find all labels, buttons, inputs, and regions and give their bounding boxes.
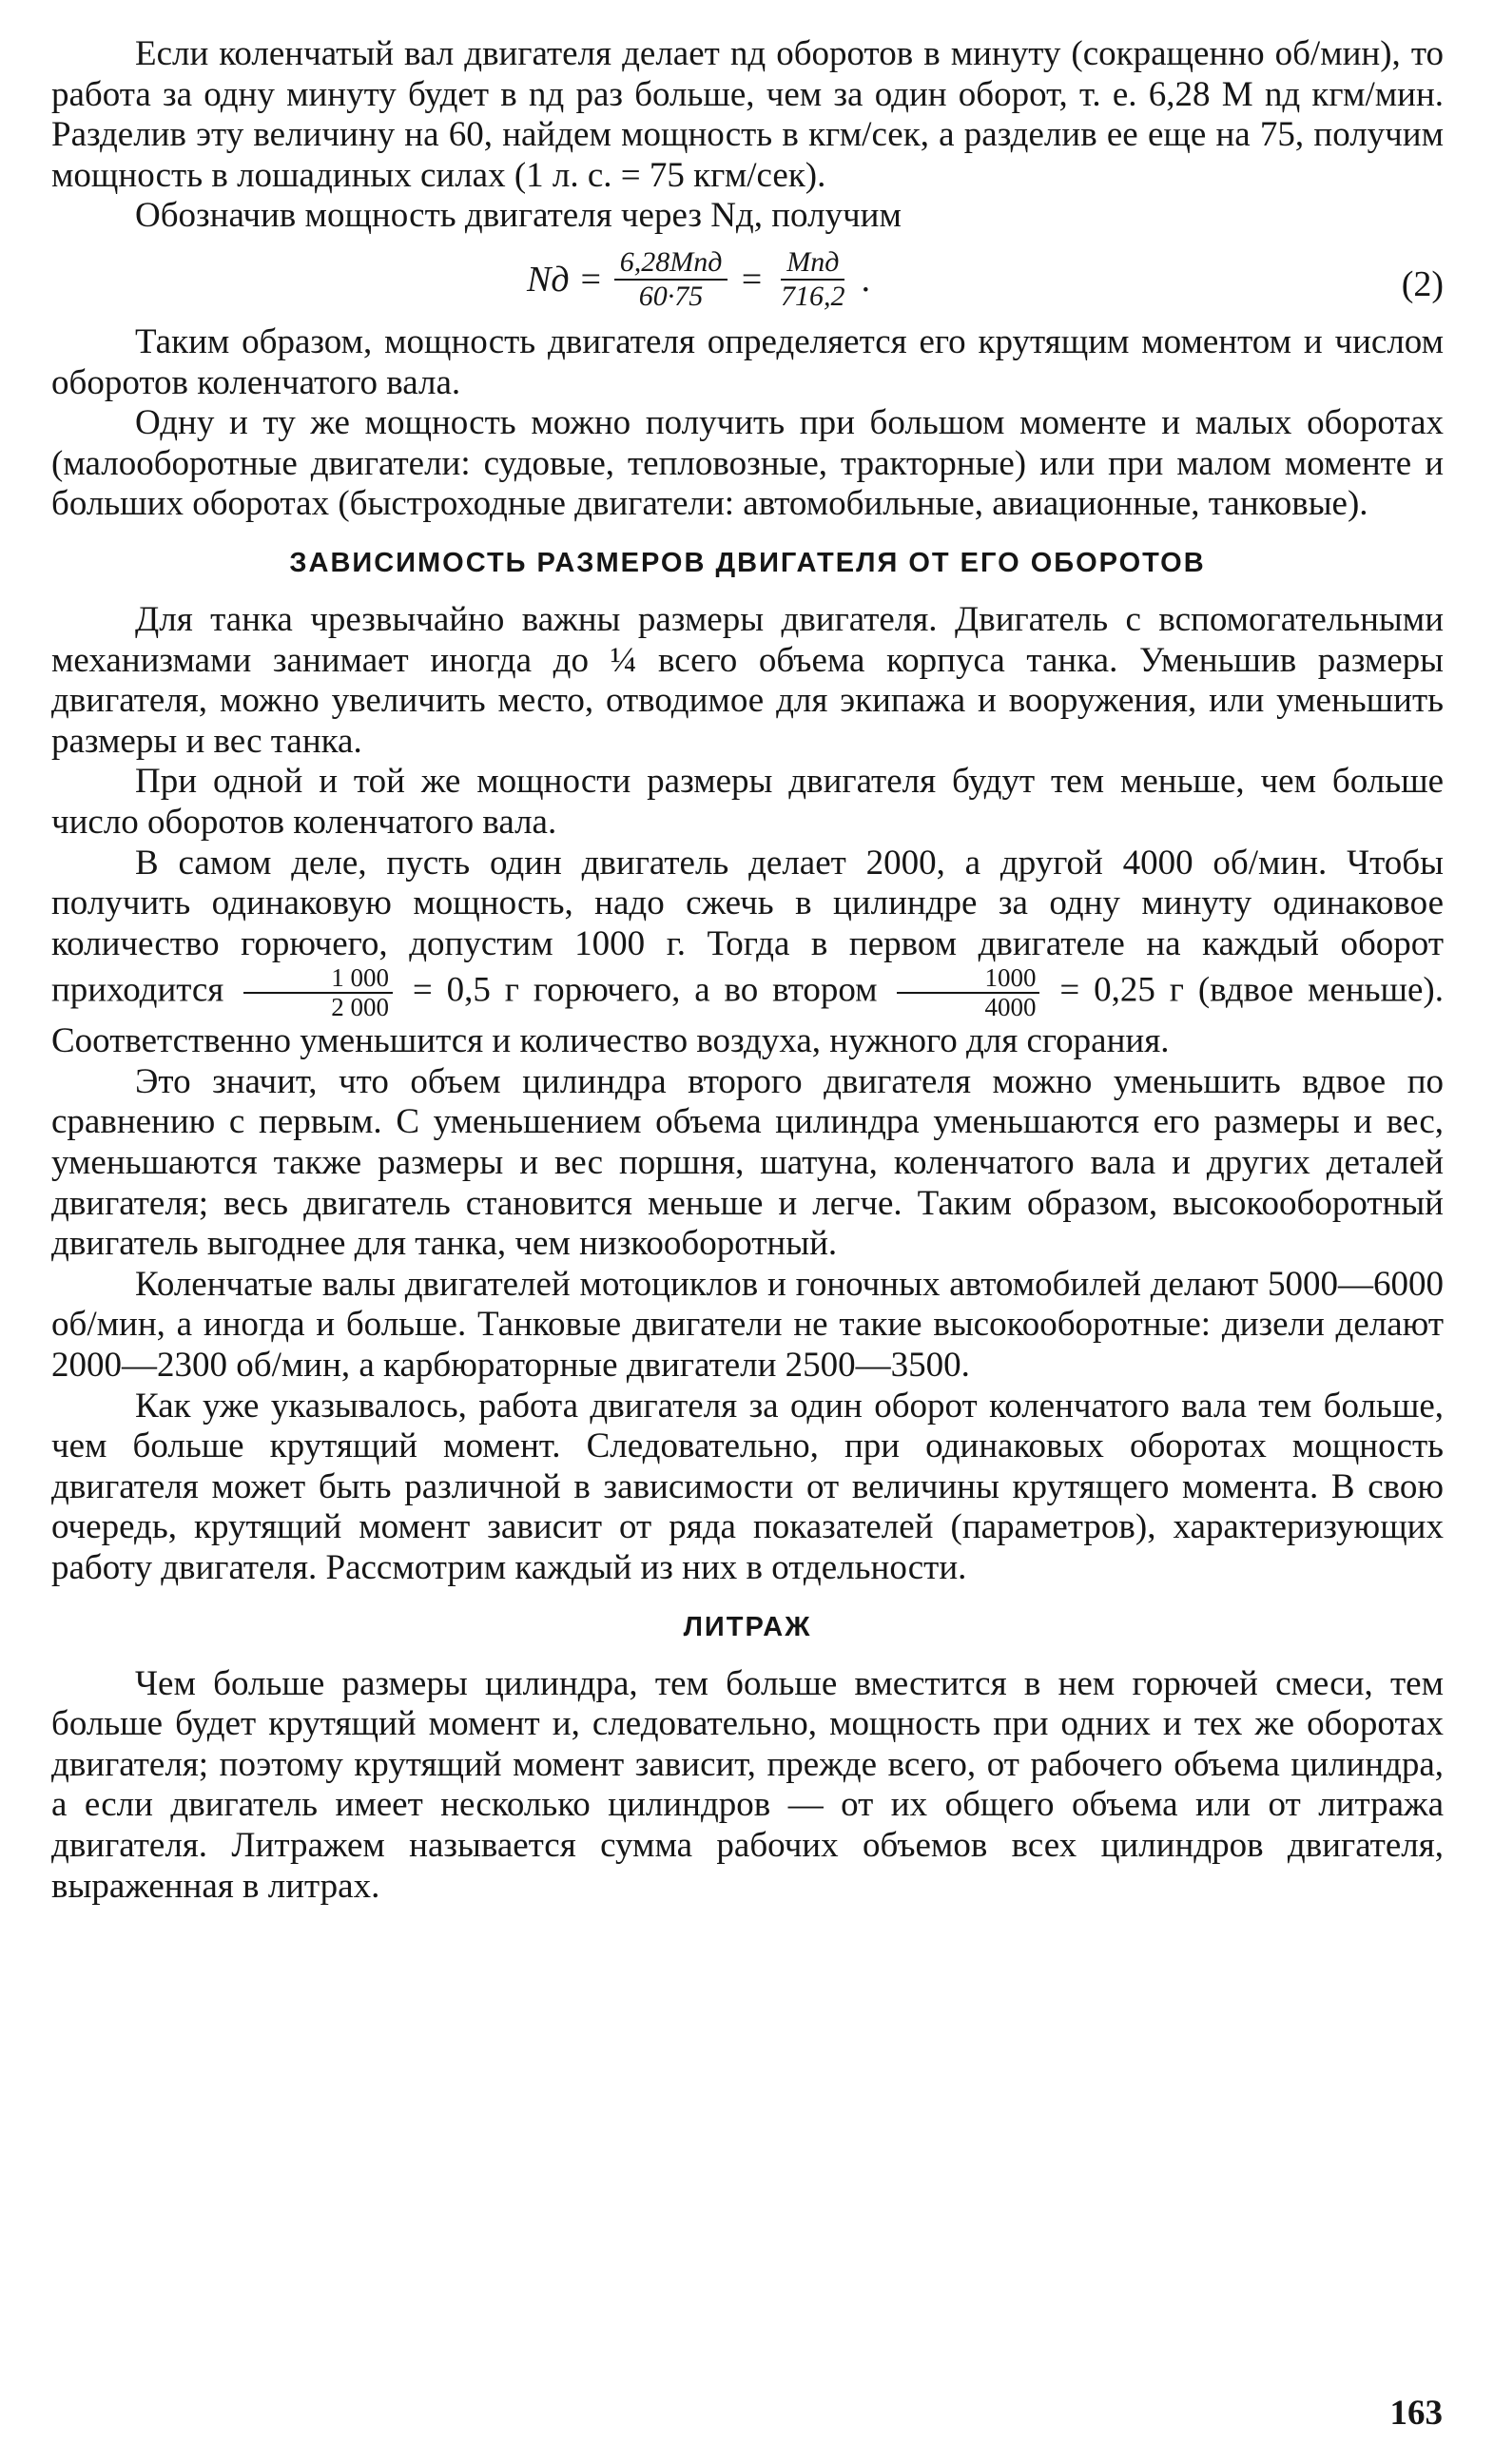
paragraph-cylinder-volume: Это значит, что объем цилиндра второго двигателя можно уменьшить вдвое по сравнению с первым. С уменьшением объема цилиндра уменьшаются его размеры и вес, уменьшаются также размеры и вес поршня, шатуна, коленчатого вала и других деталей двигателя; весь двигатель становится меньше и легче. Таким образом, высокооборотный двигатель выгоднее для танка, чем низкооборотный. bbox=[51, 1061, 1444, 1264]
formula-equals: = bbox=[739, 259, 765, 300]
formula-fraction-1 bbox=[614, 246, 728, 313]
paragraph-conclusion: Таким образом, мощность двигателя определяется его крутящим моментом и числом оборотов коленчатого вала. bbox=[51, 321, 1444, 402]
formula-fraction-2 bbox=[775, 246, 851, 313]
section-heading-size-vs-rpm: ЗАВИСИМОСТЬ РАЗМЕРОВ ДВИГАТЕЛЯ ОТ ЕГО ОБОРОТОВ bbox=[289, 547, 1206, 578]
example-fraction-2-denominator: 4000 bbox=[984, 993, 1037, 1022]
formula-expression bbox=[527, 246, 871, 313]
example-fraction-2 bbox=[897, 964, 1039, 1021]
example-fraction-1 bbox=[243, 964, 393, 1021]
example-text-mid-1: = 0,5 г горючего, а во втором bbox=[412, 970, 878, 1010]
example-text-before: В самом деле, пусть один двигатель делает 2000, а другой 4000 об/мин. Чтобы получить одинаковую мощность, надо сжечь в цилиндре за одну минуту одинаковое количество горючего, допустим 1000 г. Тогда в первом двигателе на каждый оборот приходится bbox=[51, 843, 1444, 1010]
paragraph-size-rule: При одной и той же мощности размеры двигателя будут тем меньше, чем больше число оборотов коленчатого вала. bbox=[51, 762, 1444, 842]
formula-fraction-2-denominator: 716,2 bbox=[781, 280, 845, 312]
example-fraction-2-numerator: 1000 bbox=[897, 964, 1039, 994]
paragraph-notation: Обозначив мощность двигателя через Nд, получим bbox=[135, 196, 902, 236]
section-heading-displacement: ЛИТРАЖ bbox=[683, 1611, 812, 1642]
example-fraction-1-denominator: 2 000 bbox=[331, 993, 389, 1022]
paragraph-displacement: Чем больше размеры цилиндра, тем больше вместится в нем горючей смеси, тем больше будет крутящий момент и, следовательно, мощность при одних и тех же оборотах двигателя; поэтому крутящий момент зависит, прежде всего, от рабочего объема цилиндра, а если двигатель имеет несколько цилиндров — от их общего объема или от литража двигателя. Литражем называется сумма рабочих объемов всех цилиндров двигателя, выраженная в литрах. bbox=[51, 1663, 1444, 1906]
formula-fraction-1-denominator: 60·75 bbox=[638, 280, 704, 312]
paragraph-example bbox=[51, 844, 1444, 1062]
formula-number: (2) bbox=[1401, 263, 1444, 304]
example-text-mid-2: = 0,25 г (вдвое меньше). Соответственно уменьшится и количество воздуха, нужного для сгорания. bbox=[51, 970, 1445, 1061]
paragraph-power-intro: Если коленчатый вал двигателя делает nд оборотов в минуту (сокращенно об/мин), то работа за одну минуту будет в nд раз больше, чем за один оборот, т. е. 6,28 M nд кгм/мин. Разделив эту величину на 60, найдем мощность в кгм/сек, а разделив ее еще на 75, получим мощность в лошадиных силах (1 л. с. = 75 кгм/сек). bbox=[51, 34, 1444, 195]
text-column bbox=[51, 34, 1444, 1907]
page-number: 163 bbox=[1389, 2394, 1443, 2433]
paragraph-torque-params: Как уже указывалось, работа двигателя за один оборот коленчатого вала тем больше, чем больше крутящий момент. Следовательно, при одинаковых оборотах мощность двигателя может быть различной в зависимости от величины крутящего момента. В свою очередь, крутящий момент зависит от ряда показателей (параметров), характеризующих работу двигателя. Рассмотрим каждый из них в отдельности. bbox=[51, 1386, 1444, 1587]
paragraph-rpm-values: Коленчатые валы двигателей мотоциклов и гоночных автомобилей делают 5000—6000 об/мин, а иногда и больше. Танковые двигатели не такие высокооборотные: дизели делают 2000—2300 об/мин, а карбюраторные двигатели 2500—3500. bbox=[51, 1264, 1444, 1386]
paragraph-engine-types: Одну и ту же мощность можно получить при большом моменте и малых оборотах (малооборотные двигатели: судовые, тепловозные, тракторные) или при малом моменте и больших оборотах (быстроходные двигатели: автомобильные, авиационные, танковые). bbox=[51, 403, 1444, 524]
example-fraction-1-numerator: 1 000 bbox=[243, 964, 393, 994]
formula-fraction-1-numerator: 6,28Mnд bbox=[614, 246, 728, 281]
paragraph-tank-size: Для танка чрезвычайно важны размеры двигателя. Двигатель с вспомогательными механизмами занимает иногда до ¼ всего объема корпуса танка. Уменьшив размеры двигателя, можно увеличить место, отводимое для экипажа и вооружения, или уменьшить размеры и вес танка. bbox=[51, 599, 1444, 761]
formula-lhs: Nд = bbox=[527, 259, 603, 300]
formula-period: . bbox=[862, 259, 872, 300]
formula-2 bbox=[51, 237, 1444, 322]
formula-fraction-2-numerator: Mnд bbox=[781, 246, 844, 281]
